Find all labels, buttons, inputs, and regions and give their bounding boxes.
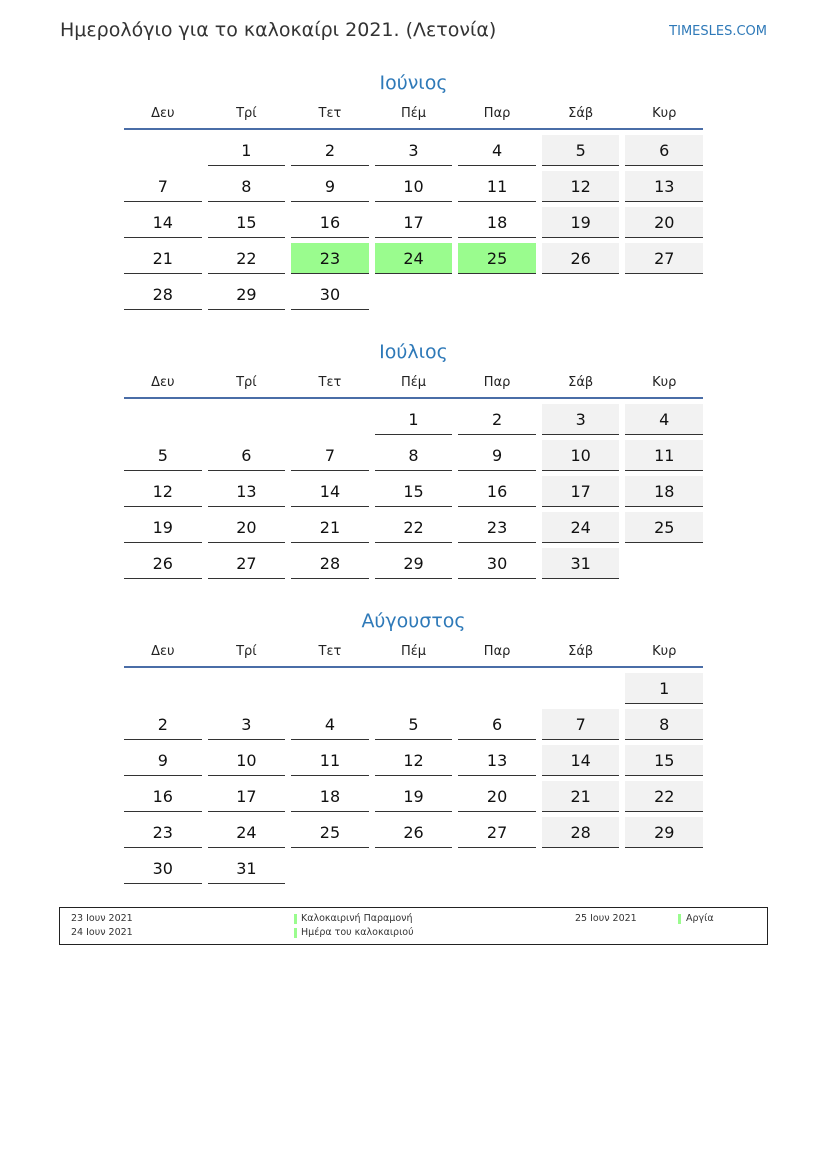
day-cell: 7	[124, 171, 202, 202]
week-row	[124, 135, 703, 166]
day-cell: 11	[458, 171, 536, 202]
day-cell: 5	[375, 709, 453, 740]
day-cell: 20	[625, 207, 703, 238]
weekday-label: Κυρ	[652, 105, 677, 121]
weekday-label: Πέμ	[400, 105, 427, 121]
empty-day-cell	[124, 673, 202, 704]
day-cell: 15	[208, 207, 286, 238]
day-cell: 9	[458, 440, 536, 471]
day-cell: 30	[124, 853, 202, 884]
day-cell: 19	[542, 207, 620, 238]
week-row	[124, 476, 703, 507]
weekday-header	[124, 98, 703, 128]
day-cell: 2	[124, 709, 202, 740]
day-cell: 13	[458, 745, 536, 776]
legend-date: 23 Ιουν 2021	[71, 913, 133, 924]
day-cell: 1	[208, 135, 286, 166]
day-cell: 27	[458, 817, 536, 848]
day-cell: 27	[208, 548, 286, 579]
day-cell: 26	[124, 548, 202, 579]
day-cell: 6	[208, 440, 286, 471]
day-cell: 20	[458, 781, 536, 812]
day-cell: 19	[375, 781, 453, 812]
day-cell: 31	[542, 548, 620, 579]
day-cell: 29	[208, 279, 286, 310]
day-cell: 3	[208, 709, 286, 740]
week-row	[124, 745, 703, 776]
weekday-label: Παρ	[483, 374, 511, 390]
day-cell: 24	[542, 512, 620, 543]
day-cell: 15	[625, 745, 703, 776]
weekday-label: Τετ	[318, 105, 342, 121]
day-cell: 17	[208, 781, 286, 812]
weekday-label: Τετ	[318, 643, 342, 659]
month-grid	[124, 135, 703, 310]
month-name: Ιούνιος	[379, 72, 448, 94]
day-cell: 21	[124, 243, 202, 274]
legend-color-mark	[294, 914, 297, 924]
day-cell: 16	[124, 781, 202, 812]
day-cell: 21	[291, 512, 369, 543]
empty-day-cell	[625, 853, 703, 884]
week-row	[124, 781, 703, 812]
day-cell: 18	[625, 476, 703, 507]
empty-day-cell	[291, 853, 369, 884]
day-cell: 14	[542, 745, 620, 776]
week-row	[124, 279, 703, 310]
day-cell: 6	[625, 135, 703, 166]
empty-day-cell	[375, 853, 453, 884]
day-cell: 29	[375, 548, 453, 579]
weekday-label: Δευ	[151, 105, 175, 121]
legend-date: 24 Ιουν 2021	[71, 927, 133, 938]
week-row	[124, 207, 703, 238]
week-row	[124, 512, 703, 543]
day-cell: 22	[625, 781, 703, 812]
empty-day-cell	[124, 135, 202, 166]
day-cell: 25	[458, 243, 536, 274]
month-name: Αύγουστος	[361, 610, 466, 632]
empty-day-cell	[375, 279, 453, 310]
day-cell: 17	[375, 207, 453, 238]
day-cell: 10	[542, 440, 620, 471]
empty-day-cell	[458, 673, 536, 704]
day-cell: 7	[542, 709, 620, 740]
week-row	[124, 853, 703, 884]
day-cell: 5	[542, 135, 620, 166]
day-cell: 28	[291, 548, 369, 579]
empty-day-cell	[542, 673, 620, 704]
month-grid	[124, 404, 703, 579]
day-cell: 24	[208, 817, 286, 848]
holiday-legend	[59, 907, 768, 945]
empty-day-cell	[458, 279, 536, 310]
weekday-label: Παρ	[483, 643, 511, 659]
day-cell: 30	[291, 279, 369, 310]
weekday-header	[124, 367, 703, 397]
day-cell: 8	[625, 709, 703, 740]
day-cell: 8	[375, 440, 453, 471]
day-cell: 31	[208, 853, 286, 884]
day-cell: 15	[375, 476, 453, 507]
week-row	[124, 440, 703, 471]
day-cell: 26	[542, 243, 620, 274]
week-row	[124, 817, 703, 848]
empty-day-cell	[542, 853, 620, 884]
day-cell: 3	[542, 404, 620, 435]
weekday-rule	[124, 128, 703, 130]
day-cell: 27	[625, 243, 703, 274]
week-row	[124, 548, 703, 579]
day-cell: 13	[208, 476, 286, 507]
day-cell: 10	[375, 171, 453, 202]
month-name: Ιούλιος	[379, 341, 448, 363]
legend-holiday-date: 25 Ιουν 2021	[575, 913, 637, 924]
day-cell: 11	[625, 440, 703, 471]
day-cell: 19	[124, 512, 202, 543]
day-cell: 24	[375, 243, 453, 274]
weekday-rule	[124, 666, 703, 668]
day-cell: 14	[291, 476, 369, 507]
day-cell: 17	[542, 476, 620, 507]
empty-day-cell	[208, 673, 286, 704]
day-cell: 5	[124, 440, 202, 471]
weekday-label: Πέμ	[400, 374, 427, 390]
legend-color-mark	[678, 914, 681, 924]
weekday-label: Τετ	[318, 374, 342, 390]
weekday-label: Κυρ	[652, 374, 677, 390]
day-cell: 2	[291, 135, 369, 166]
week-row	[124, 243, 703, 274]
day-cell: 25	[291, 817, 369, 848]
weekday-label: Πέμ	[400, 643, 427, 659]
day-cell: 1	[375, 404, 453, 435]
day-cell: 6	[458, 709, 536, 740]
day-cell: 3	[375, 135, 453, 166]
empty-day-cell	[291, 673, 369, 704]
week-row	[124, 673, 703, 704]
empty-day-cell	[291, 404, 369, 435]
day-cell: 14	[124, 207, 202, 238]
weekday-label: Δευ	[151, 643, 175, 659]
weekday-label: Τρί	[236, 643, 257, 659]
day-cell: 21	[542, 781, 620, 812]
empty-day-cell	[625, 279, 703, 310]
month-august	[124, 606, 703, 889]
site-link[interactable]: TIMESLES.COM	[669, 24, 767, 39]
empty-day-cell	[542, 279, 620, 310]
day-cell: 18	[458, 207, 536, 238]
day-cell: 9	[291, 171, 369, 202]
day-cell: 1	[625, 673, 703, 704]
weekday-label: Σάβ	[568, 374, 594, 390]
month-july	[124, 337, 703, 584]
weekday-label: Παρ	[483, 105, 511, 121]
legend-color-mark	[294, 928, 297, 938]
week-row	[124, 171, 703, 202]
day-cell: 22	[208, 243, 286, 274]
day-cell: 20	[208, 512, 286, 543]
month-grid	[124, 673, 703, 884]
weekday-label: Κυρ	[652, 643, 677, 659]
day-cell: 4	[625, 404, 703, 435]
empty-day-cell	[208, 404, 286, 435]
week-row	[124, 404, 703, 435]
day-cell: 26	[375, 817, 453, 848]
legend-label: Ημέρα του καλοκαιριού	[301, 927, 414, 938]
day-cell: 16	[291, 207, 369, 238]
day-cell: 12	[375, 745, 453, 776]
day-cell: 9	[124, 745, 202, 776]
day-cell: 23	[458, 512, 536, 543]
week-row	[124, 709, 703, 740]
empty-day-cell	[375, 673, 453, 704]
weekday-label: Δευ	[151, 374, 175, 390]
weekday-header	[124, 636, 703, 666]
weekday-label: Τρί	[236, 105, 257, 121]
day-cell: 12	[542, 171, 620, 202]
weekday-rule	[124, 397, 703, 399]
day-cell: 22	[375, 512, 453, 543]
day-cell: 23	[124, 817, 202, 848]
day-cell: 29	[625, 817, 703, 848]
month-june	[124, 68, 703, 315]
day-cell: 25	[625, 512, 703, 543]
day-cell: 18	[291, 781, 369, 812]
day-cell: 4	[458, 135, 536, 166]
day-cell: 30	[458, 548, 536, 579]
day-cell: 2	[458, 404, 536, 435]
day-cell: 16	[458, 476, 536, 507]
day-cell: 4	[291, 709, 369, 740]
legend-label: Καλοκαιρινή Παραμονή	[301, 913, 413, 924]
day-cell: 10	[208, 745, 286, 776]
day-cell: 11	[291, 745, 369, 776]
page-title: Ημερολόγιο για το καλοκαίρι 2021. (Λετονία)	[60, 19, 497, 41]
day-cell: 28	[542, 817, 620, 848]
day-cell: 13	[625, 171, 703, 202]
day-cell: 28	[124, 279, 202, 310]
weekday-label: Σάβ	[568, 643, 594, 659]
weekday-label: Τρί	[236, 374, 257, 390]
legend-holiday-label: Αργία	[686, 913, 714, 924]
day-cell: 7	[291, 440, 369, 471]
day-cell: 8	[208, 171, 286, 202]
day-cell: 12	[124, 476, 202, 507]
day-cell: 23	[291, 243, 369, 274]
empty-day-cell	[625, 548, 703, 579]
empty-day-cell	[124, 404, 202, 435]
empty-day-cell	[458, 853, 536, 884]
weekday-label: Σάβ	[568, 105, 594, 121]
